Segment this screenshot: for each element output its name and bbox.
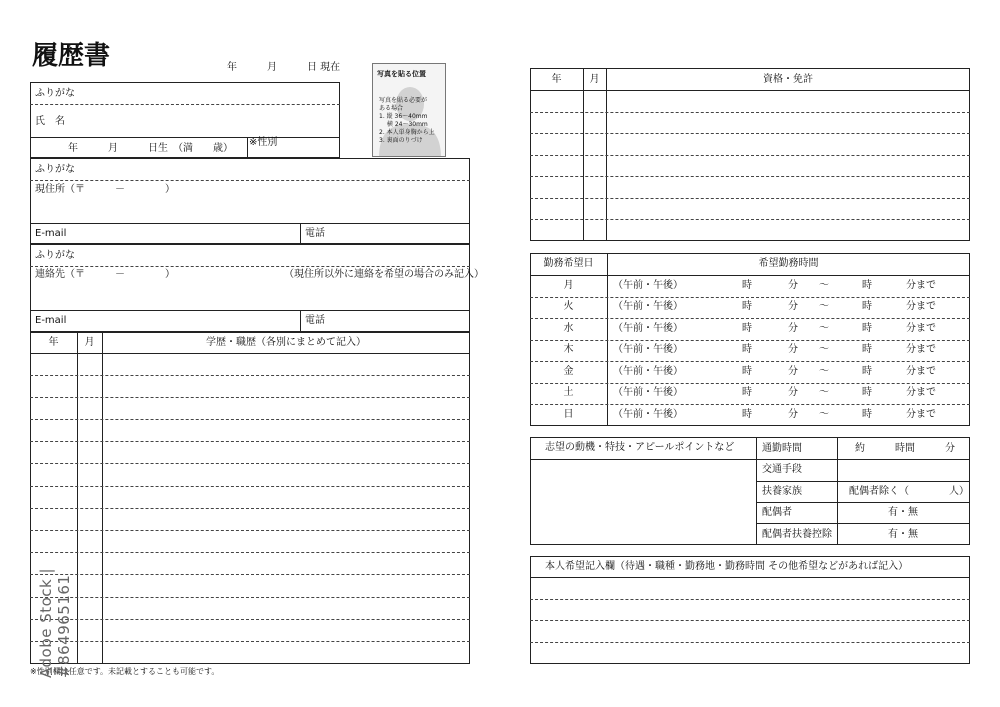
date-day: 日 現在	[307, 62, 341, 73]
schedule-hour: 時	[742, 280, 752, 291]
schedule-until: 分まで	[906, 387, 936, 398]
schedule-day: 月	[563, 280, 574, 291]
photo-area[interactable]	[372, 63, 446, 157]
spouse-support-value[interactable]: 有・無	[888, 529, 918, 540]
schedule-tilde: ～	[819, 409, 829, 420]
photo-line: 2. 本人単身胸から上	[379, 129, 435, 136]
commute-minutes: 分	[945, 443, 955, 454]
date-year: 年	[227, 62, 237, 73]
contact-label: 連絡先（〒 － ）	[35, 269, 175, 280]
contact-phone-label: 電話	[305, 315, 325, 326]
phone-label: 電話	[305, 228, 325, 239]
dependents-value[interactable]: 配偶者除く（ 人）	[849, 486, 969, 497]
contact-email-label: E-mail	[35, 315, 67, 326]
schedule-until: 分まで	[906, 323, 936, 334]
schedule-hour: 時	[742, 409, 752, 420]
license-year-header: 年	[551, 74, 562, 85]
schedule-day: 火	[563, 301, 574, 312]
schedule-tilde: ～	[819, 344, 829, 355]
email-label: E-mail	[35, 228, 67, 239]
license-month-header: 月	[589, 74, 600, 85]
schedule-hour: 時	[862, 344, 872, 355]
history-year-header: 年	[48, 337, 59, 348]
schedule-ampm[interactable]: （午前・午後）	[613, 366, 683, 377]
schedule-day: 金	[563, 366, 574, 377]
photo-line: 1. 縦 36～40mm	[379, 113, 428, 120]
date-month: 月	[267, 62, 277, 73]
schedule-minute: 分	[788, 387, 798, 398]
history-rows-input[interactable]	[31, 354, 469, 663]
schedule-tilde: ～	[819, 280, 829, 291]
commute-label: 通勤時間	[762, 443, 802, 454]
schedule-ampm[interactable]: （午前・午後）	[613, 280, 683, 291]
schedule-time-header: 希望勤務時間	[758, 258, 819, 269]
schedule-day: 日	[563, 409, 574, 420]
furigana-label: ふりがな	[35, 88, 75, 99]
address-input[interactable]	[35, 198, 465, 220]
schedule-ampm[interactable]: （午前・午後）	[613, 323, 683, 334]
motivation-input[interactable]	[532, 461, 754, 543]
name-input[interactable]	[80, 106, 335, 136]
photo-line: 3. 裏面のりづけ	[379, 137, 423, 144]
license-header: 資格・免許	[763, 74, 813, 85]
schedule-hour: 時	[742, 301, 752, 312]
history-header: 学歴・職歴（各別にまとめて記入）	[206, 337, 366, 348]
schedule-ampm[interactable]: （午前・午後）	[613, 409, 683, 420]
schedule-hour: 時	[862, 387, 872, 398]
name-label: 氏 名	[35, 116, 65, 127]
history-month-header: 月	[84, 337, 95, 348]
schedule-minute: 分	[788, 344, 798, 355]
commute-hours: 時間	[895, 443, 915, 454]
schedule-until: 分まで	[906, 280, 936, 291]
commute-approx: 約	[855, 443, 865, 454]
license-rows-input[interactable]	[531, 91, 969, 240]
schedule-until: 分まで	[906, 301, 936, 312]
schedule-day: 土	[563, 387, 574, 398]
stock-watermark: Adobe Stock | #864965161	[37, 567, 73, 678]
spouse-value[interactable]: 有・無	[888, 507, 918, 518]
schedule-hour: 時	[742, 344, 752, 355]
contact-furigana-label: ふりがな	[35, 250, 75, 261]
schedule-day-header: 勤務希望日	[543, 258, 594, 269]
schedule-until: 分まで	[906, 344, 936, 355]
schedule-tilde: ～	[819, 301, 829, 312]
contact-note: （現住所以外に連絡を希望の場合のみ記入）	[284, 269, 484, 280]
schedule-day: 水	[563, 323, 574, 334]
phone-input[interactable]	[330, 225, 465, 242]
spouse-support-label: 配偶者扶養控除	[762, 529, 832, 540]
schedule-minute: 分	[788, 280, 798, 291]
schedule-hour: 時	[742, 323, 752, 334]
schedule-hour: 時	[862, 409, 872, 420]
photo-line: ある場合	[379, 105, 404, 112]
schedule-until: 分まで	[906, 409, 936, 420]
gender-label: ※性別	[249, 137, 278, 148]
transport-label: 交通手段	[762, 464, 802, 475]
address-label: 現住所（〒 － ）	[35, 184, 175, 195]
motivation-header: 志望の動機・特技・アピールポイントなど	[545, 442, 735, 453]
wishes-input[interactable]	[531, 578, 969, 663]
gender-footnote: ※性別欄は任意です。未記載とすることも可能です。	[30, 667, 220, 676]
spouse-label: 配偶者	[762, 507, 792, 518]
schedule-minute: 分	[788, 409, 798, 420]
schedule-minute: 分	[788, 323, 798, 334]
schedule-tilde: ～	[819, 323, 829, 334]
contact-address-input[interactable]	[35, 284, 465, 308]
wishes-header: 本人希望記入欄（待遇・職種・勤務地・勤務時間 その他希望などがあれば記入）	[545, 561, 909, 572]
schedule-hour: 時	[862, 366, 872, 377]
schedule-hour: 時	[742, 366, 752, 377]
schedule-hour: 時	[862, 280, 872, 291]
photo-heading: 写真を貼る位置	[377, 70, 426, 78]
photo-line: 写真を貼る必要が	[379, 97, 428, 104]
address-furigana-label: ふりがな	[35, 164, 75, 175]
schedule-minute: 分	[788, 366, 798, 377]
schedule-day: 木	[563, 344, 574, 355]
dependents-label: 扶養家族	[762, 486, 802, 497]
schedule-tilde: ～	[819, 387, 829, 398]
schedule-ampm[interactable]: （午前・午後）	[613, 344, 683, 355]
schedule-minute: 分	[788, 301, 798, 312]
schedule-until: 分まで	[906, 366, 936, 377]
schedule-tilde: ～	[819, 366, 829, 377]
schedule-ampm[interactable]: （午前・午後）	[613, 387, 683, 398]
schedule-ampm[interactable]: （午前・午後）	[613, 301, 683, 312]
page-title: 履歴書	[32, 41, 111, 71]
photo-line: 横 24～30mm	[379, 121, 428, 128]
schedule-hour: 時	[742, 387, 752, 398]
birthdate-label: 年 月 日生 （満 歳）	[68, 143, 233, 154]
email-input[interactable]	[75, 225, 295, 242]
schedule-hour: 時	[862, 323, 872, 334]
transport-input[interactable]	[839, 461, 968, 479]
schedule-hour: 時	[862, 301, 872, 312]
